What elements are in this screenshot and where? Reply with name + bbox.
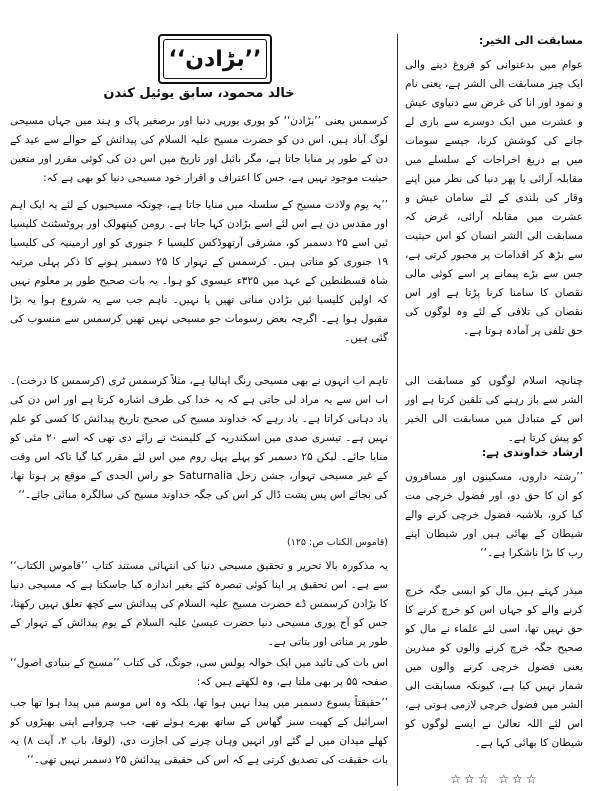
article-paragraph: کرسمس یعنی ’’بڑادن‘‘ کو پوری یورپی دنیا اور برصغیر پاک و ہند میں جہاں مسیحی لوگ آباد ہیں، اس دن کو حضرت مسیح علیہ السلام کی پیدائش کے حوالے سے عید کے دن کے طور پر منایا جاتا ہے، مگر بائبل اور تاریخ میں اس دن کی کوئی مقرر اور متعین حیثیت موجود نہیں ہے، جس کا اعتراف و اقرار خود مسیحی دنیا کو بھی ہے کہ:: [10, 115, 388, 184]
sidebar-paragraph: چنانچہ اسلام لوگوں کو مسابقت الی الشر سے باز رہنے کی تلقین کرتا ہے اور اس کے متبادل میں مسابقت الی الخیر کو پیش کرتا ہے۔: [405, 375, 583, 444]
sidebar-closing: مبذر کہتے ہیں مال کو ایسی جگہ خرچ کرنے والے کو جہاں اس کو خرچ کرنے کا حق نہیں تھا، اسی لئے علماء نے مال کو صحیح جگہ خرچ کرنے والوں کو مبذرین یعنی فضول خرچی کرنے والوں میں شمار نہیں کیا ہے، کیونکہ مسابقت الی الشر میں فضول خرچی لازمی ہوتی ہے، اس لئے اللہ تعالیٰ نے ایسے لوگوں کو شیطان کا بھائی کہا ہے۔: [405, 585, 583, 749]
sidebar-subheading: ارشاد خداوندی ہے:: [481, 446, 583, 459]
article-paragraph: یہ مذکورہ بالا تحریر و تحقیق مسیحی دنیا کی انتہائی مستند کتاب ’’قاموس الکتاب‘‘ سے ہے۔ اس تحقیق پر اپنا کوئی تبصرہ کئے بغیر اندازہ کیا جاسکتا ہے کہ مسیحی دنیا کا بڑادن کرسمس ڈے حضرت مسیح علیہ السلام کی پیدائش سے کچھ تعلق نہیں رکھتا، جس کو آج پوری مسیحی دنیا حضرت عیسیٰ علیہ السلام کے یوم پیدائش کے تہوار کے طور پر مناتی اور بتاتی ہے۔: [10, 560, 388, 648]
main-article: [10, 34, 388, 786]
article-quote: ’’حقیقتاً یسوع دسمبر میں پیدا نہیں ہوا تھا، بلکہ وہ اس موسم میں پیدا ہوا تھا جب اسرائیل کے کھیت سبز گھاس کے ساتھ بھرے ہوئے تھے، جب چرواہے اپنی بھیڑوں کو کھلے میدان میں لے گئے اور انہیں وہاں چرنے کی اجازت دی، (لوقا، باب ۲، آیت ۸) یہ بات حقیقت کی تصدیق کرتی ہے کہ اس کی حقیقی پیدائش ۲۵ دسمبر نہیں تھی۔‘‘: [10, 697, 388, 766]
sidebar-paragraph: عوام میں بدعنوانی کو فروغ دینے والی ایک چیز مسابقت الی الشر ہے، یعنی نام و نمود اور انا کی غرض سے دنیاوی عیش و عشرت میں ایک دوسرے سے بازی لے جانے کی کوشش کرنا، جیسے سومات میں بے دریغ اخراجات کے سلسلے میں مقابلہ آرائی یا پھر دنیا کی نظر میں اپنے وقار کی بلندی کے لئے سامان عیش و عشرت میں مقابلہ آرائی، غرض کہ مسابقت الی الشر انسان کو اس حیثیت سے بڑھ کر اقدامات پر مجبور کرتی ہے، جس سے بڑے پیمانے پر اسے کوئی مالی نقصان کا سامنا کرنا پڑتا ہے اور اس نقصان کی تلافی کے لئے وہ لوگوں کی حق تلفی پر آمادہ ہوتا ہے۔: [405, 59, 583, 337]
end-stars: ☆☆☆ ☆☆☆: [450, 772, 540, 786]
article-title: ’’بڑادن‘‘: [168, 46, 262, 72]
sidebar-column: [405, 34, 583, 786]
sidebar-heading: مسابقت الی الخیر:: [478, 34, 583, 47]
reference-citation: (قاموس الکتاب ص: ۱۲۵): [287, 537, 388, 548]
column-divider: [397, 34, 398, 786]
article-paragraph: اس بات کی تائید میں ایک حوالہ پولس سی، جونگ، کی کتاب ’’مسیح کے بنیادی اصول‘‘ صفحہ ۵۵ پر بھی ملتا ہے، وہ لکھتے ہیں کہ:: [10, 657, 388, 688]
article-quote-continued: تاہم اب انہوں نے بھی مسیحی رنگ اپنالیا ہے، مثلاً کرسمس ٹری (کرسمس کا درخت)۔ اب اس سے یہ مراد لی جاتی ہے کہ یہ خدا کی طرف اشارہ کرتا ہے اور اس دن کی یاد دہانی کراتا ہے۔ یاد رہے کہ خداوند مسیح کی صحیح تاریخ پیدائش کا کسی کو علم نہیں ہے۔ تیسری صدی میں اسکندریہ کے کلیمنٹ نے رائے دی تھی کہ اسے ۲۰ مئی کو منایا جائے۔ لیکن ۲۵ دسمبر کو پہلے پہل روم میں اس لئے مقرر کیا گیا تاکہ اس وقت کے غیر مسیحی تہوار، جشن زحل Saturnalia جو راس الجدی کے موقع پر ہوتا تھا، کی بجائے اس پس پشت ڈال کر اس کی جگہ خداوند مسیح کی سالگرہ منائی جائے۔‘‘: [10, 375, 388, 501]
sidebar-quote: ’’رشتہ داروں، مسکینوں اور مسافروں کو ان کا حق دو، اور فضول خرچی مت کیا کرو، بلاشبہ فضول خرچی کرنے والے شیطان کے بھائی ہیں اور شیطان اپنے رب کا بڑا ناشکرا ہے۔‘‘: [405, 471, 583, 559]
article-byline: خالد محمود، سابق یوئیل کندن: [103, 86, 295, 101]
article-title-box: [158, 34, 272, 84]
article-quote: ’’یہ یوم ولادت مسیح کے سلسلہ میں منایا جاتا ہے، چونکہ مسیحیوں کے لئے یہ ایک اہم اور مقدس دن ہے اس لئے اسے بڑادن کہا جاتا ہے۔ رومن کیتھولک اور پروٹسٹنٹ کلیسیا ئیں اسے ۲۵ دسمبر کو، مشرقی آرتھوڈکس کلیسیا ۶ جنوری کو اور ارمینیہ کی کلیسیا ۱۹ جنوری کو مناتی ہیں۔ کرسمس کے تہوار کا ۲۵ دسمبر ہونے کا ذکر پہلی مرتبہ شاہ قسطنطین کے عہد میں ۳۲۵ء عیسوی کو ہوا۔ یہ بات صحیح طور پر معلوم نہیں کہ اولین کلیسیا ئیں بڑادن مناتی تھیں یا نہیں۔ تاہم جب سے یہ شروع ہوا یہ بڑا مقبول ہوا ہے۔ اگرچہ بعض رسومات جو مسیحی نہیں تھیں کرسمس سے منسوب کی گئی ہیں۔: [10, 199, 388, 344]
